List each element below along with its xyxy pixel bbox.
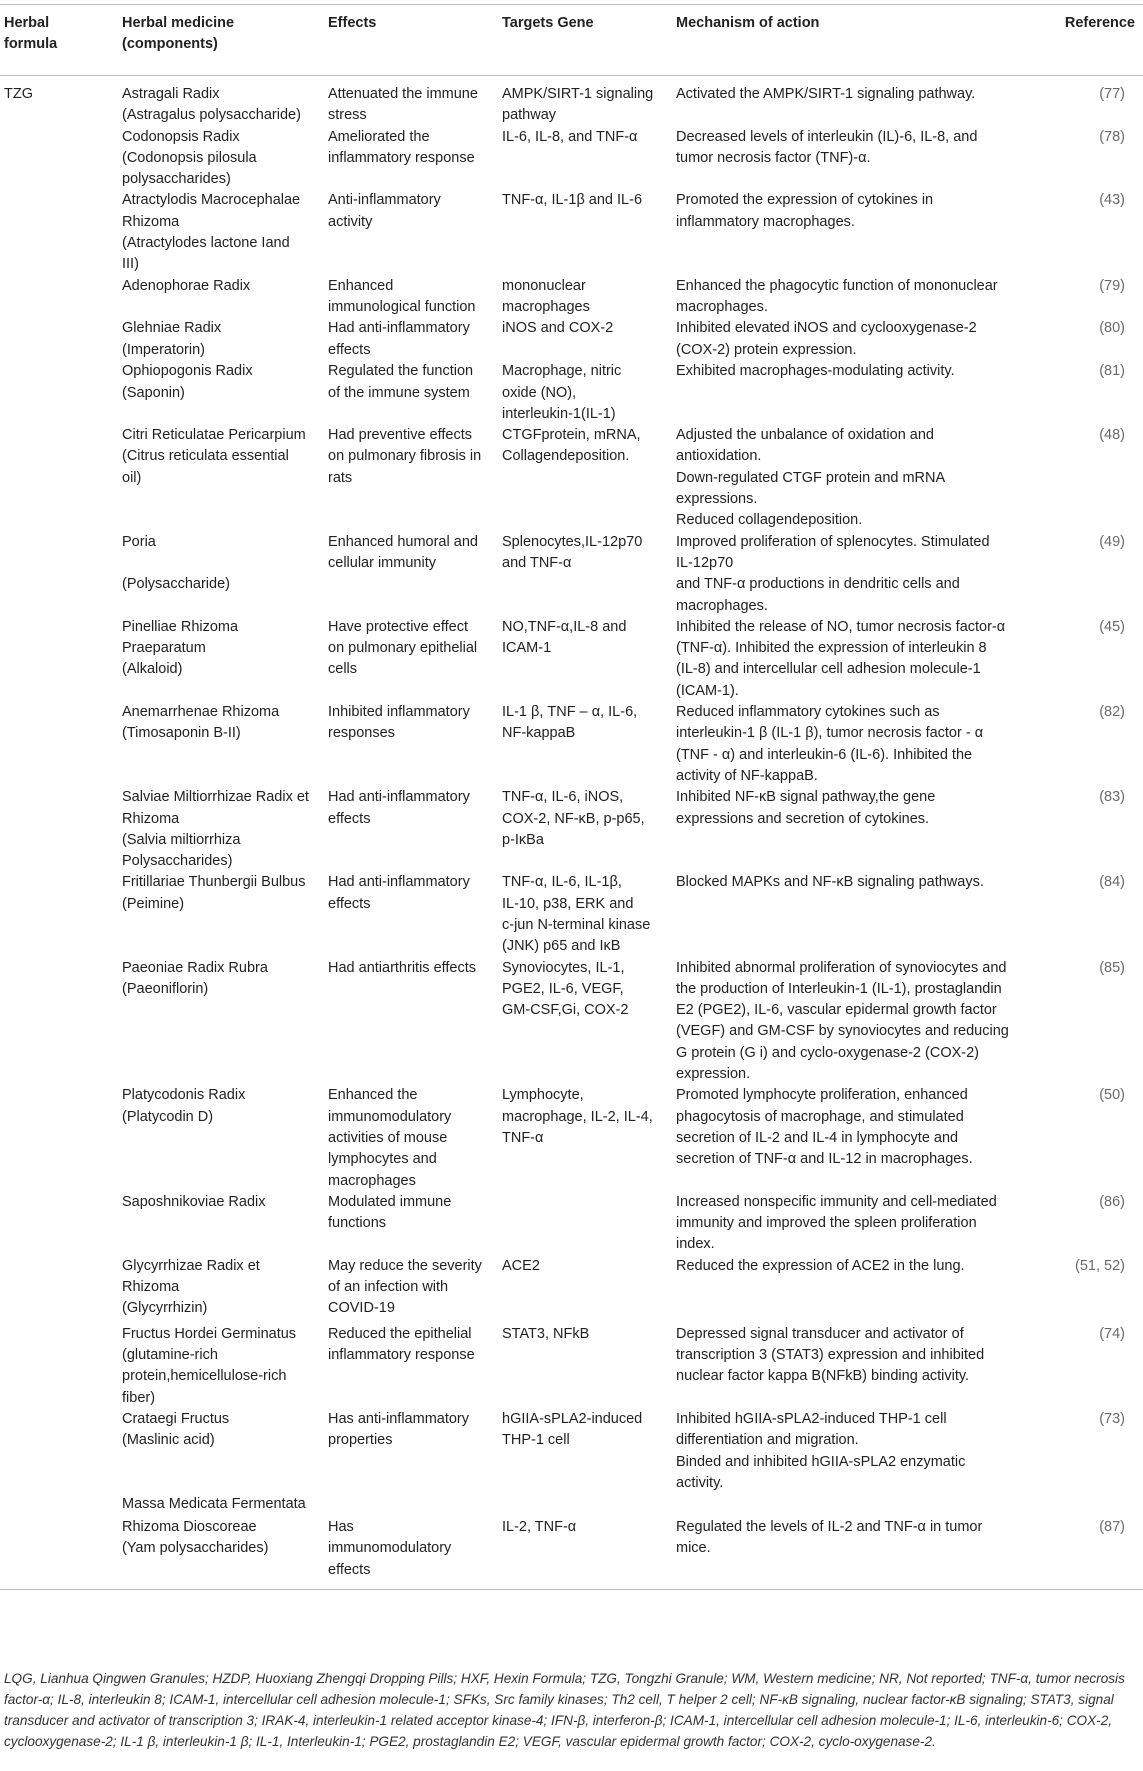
table-row: [0, 318, 1143, 361]
cell-reference[interactable]: (81): [1099, 363, 1125, 380]
table-body: [0, 76, 1143, 1590]
cell-mechanism: Blocked MAPKs and NF-κB signaling pathways.: [676, 874, 984, 891]
cell-mechanism: Inhibited the release of NO, tumor necrosis factor-α (TNF-α). Inhibited the expression of interleukin 8 (IL-8) and intercellular cell adhesion molecule-1 (ICAM-1).: [676, 618, 1006, 699]
table-row: [0, 1517, 1143, 1589]
cell-targets-gene: IL-1 β, TNF – α, IL-6, NF-kappaB: [502, 704, 638, 742]
cell-targets-gene: ACE2: [502, 1257, 540, 1274]
cell-effects: Had preventive effects on pulmonary fibrosis in rats: [328, 427, 482, 486]
cell-herbal-formula: [0, 318, 118, 361]
table-row: [0, 276, 1143, 319]
table-row: [0, 190, 1143, 275]
cell-mechanism: Enhanced the phagocytic function of mononuclear macrophages.: [676, 277, 998, 315]
cell-reference[interactable]: (87): [1042, 1517, 1143, 1589]
cell-herbal-medicine: Fructus Hordei Germinatus (glutamine-rich protein,hemicellulose-rich fiber): [122, 1325, 297, 1406]
cell-herbal-formula: [0, 1085, 118, 1191]
cell-effects: Has immunomodulatory effects: [324, 1517, 498, 1589]
cell-herbal-medicine: Saposhnikoviae Radix: [122, 1193, 266, 1210]
cell-mechanism: Reduced the expression of ACE2 in the lung.: [676, 1257, 965, 1274]
cell-mechanism: Promoted the expression of cytokines in inflammatory macrophages.: [676, 192, 934, 230]
cell-herbal-medicine: Adenophorae Radix: [122, 277, 251, 294]
cell-targets-gene: Synoviocytes, IL-1, PGE2, IL-6, VEGF, GM-CSF,Gi, COX-2: [502, 959, 629, 1019]
cell-herbal-formula: [0, 425, 118, 531]
table-row: [0, 425, 1143, 531]
cell-herbal-formula: [0, 1517, 118, 1589]
cell-herbal-medicine: Pinelliae Rhizoma Praeparatum (Alkaloid): [122, 618, 239, 678]
header-herbal-medicine: Herbal medicine (components): [118, 5, 324, 76]
table-row: [0, 1409, 1143, 1494]
cell-effects: Reduced the epithelial inflammatory response: [328, 1325, 475, 1364]
table-row: [0, 958, 1143, 1086]
cell-targets-gene: TNF-α, IL-6, IL-1β, IL-10, p38, ERK and c-jun N-terminal kinase (JNK) p65 and IκB: [502, 874, 651, 955]
cell-effects: Has anti-inflammatory properties: [328, 1410, 470, 1449]
cell-reference[interactable]: (86): [1099, 1193, 1125, 1210]
cell-reference[interactable]: [1042, 1494, 1143, 1517]
cell-effects: Modulated immune functions: [328, 1193, 452, 1232]
cell-herbal-medicine: Salviae Miltiorrhizae Radix et Rhizoma (Salvia miltiorrhiza Polysaccharides): [122, 789, 309, 870]
cell-mechanism: [672, 1494, 1042, 1517]
cell-herbal-formula: [0, 617, 118, 702]
cell-reference[interactable]: (48): [1099, 427, 1125, 444]
cell-mechanism: Activated the AMPK/SIRT-1 signaling pathway.: [676, 86, 976, 102]
cell-targets-gene: IL-2, TNF-α: [498, 1517, 672, 1589]
cell-targets-gene: Macrophage, nitric oxide (NO), interleukin-1(IL-1): [502, 363, 622, 422]
cell-herbal-formula: [0, 787, 118, 872]
cell-targets-gene: hGIIA-sPLA2-induced THP-1 cell: [502, 1410, 643, 1449]
table-footnote: LQG, Lianhua Qingwen Granules; HZDP, Huoxiang Zhengqi Dropping Pills; HXF, Hexin Formula; TZG, Tongzhi Granule; WM, Western medicine; NR, Not reported; TNF-α, tumor necrosis factor-α; IL-8, interleukin 8; ICAM-1, intercellular cell adhesion molecule-1; SFKs, Src family kinases; Th2 cell, T helper 2 cell; NF-κB signaling, nuclear factor-κB signaling; STAT3, signal transducer and activator of transcription 3; IRAK-4, interleukin-1 related acceptor kinase-4; IFN-β, interferon-β; ICAM-1, intercellular cell adhesion molecule-1; IL-6, interleukin-6; COX-2, cyclooxygenase-2; IL-1 β, interleukin-1 β; IL-1, Interleukin-1; PGE2, prostaglandin E2; VEGF, vascular epidermal growth factor; COX-2, cyclo-oxygenase-2.: [4, 1671, 1125, 1749]
cell-effects: Regulated the function of the immune system: [328, 363, 474, 401]
cell-targets-gene: [498, 1494, 672, 1517]
cell-herbal-formula: [0, 702, 118, 787]
cell-reference[interactable]: (80): [1099, 320, 1125, 337]
table-row: [0, 787, 1143, 872]
cell-effects: Have protective effect on pulmonary epithelial cells: [328, 618, 478, 678]
cell-herbal-formula: [0, 872, 118, 957]
header-herbal-formula: Herbal formula: [0, 5, 118, 76]
table-row: [0, 872, 1143, 957]
table-row: [0, 76, 1143, 127]
table-row: [0, 361, 1143, 425]
cell-herbal-medicine: Rhizoma Dioscoreae (Yam polysaccharides): [118, 1517, 324, 1589]
cell-herbal-medicine: Codonopsis Radix (Codonopsis pilosula polysaccharides): [122, 128, 257, 188]
cell-mechanism: Increased nonspecific immunity and cell-mediated immunity and improved the spleen proliferation index.: [676, 1193, 997, 1253]
cell-mechanism: Adjusted the unbalance of oxidation and antioxidation. Down-regulated CTGF protein and mRNA expressions. Reduced collagendeposition.: [676, 427, 946, 529]
cell-mechanism: Improved proliferation of splenocytes. Stimulated IL-12p70 and TNF-α productions in dendritic cells and macrophages.: [676, 533, 990, 614]
table-row: [0, 1256, 1143, 1324]
cell-reference[interactable]: (50): [1099, 1087, 1125, 1104]
table-row: [0, 1324, 1143, 1409]
cell-herbal-medicine: Paeoniae Radix Rubra (Paeoniflorin): [122, 959, 268, 997]
cell-herbal-formula: [0, 361, 118, 425]
cell-effects: Had anti-inflammatory effects: [328, 874, 470, 912]
cell-herbal-medicine: Astragali Radix (Astragalus polysaccharide): [122, 86, 301, 124]
cell-herbal-formula: [0, 532, 118, 617]
cell-targets-gene: TNF-α, IL-1β and IL-6: [502, 192, 643, 209]
header-mechanism: Mechanism of action: [672, 5, 1042, 76]
herbal-medicine-table: [0, 4, 1143, 1590]
cell-mechanism: Inhibited abnormal proliferation of synoviocytes and the production of Interleukin-1 (IL-1), prostaglandin E2 (PGE2), IL-6, vascular epidermal growth factor (VEGF) and GM-CSF by synoviocytes and reducing G protein (G i) and cyclo-oxygenase-2 (COX-2) expression.: [676, 959, 1009, 1083]
cell-herbal-medicine: Poria (Polysaccharide): [122, 533, 230, 593]
cell-reference[interactable]: (79): [1099, 277, 1125, 294]
table-header: [0, 5, 1143, 76]
table-row: [0, 702, 1143, 787]
cell-targets-gene: Splenocytes,IL-12p70 and TNF-α: [502, 533, 643, 571]
cell-effects: Enhanced immunological function: [328, 277, 476, 315]
cell-effects: May reduce the severity of an infection with COVID-19: [328, 1257, 482, 1317]
cell-effects: Had anti-inflammatory effects: [328, 789, 470, 827]
cell-herbal-formula: [0, 127, 118, 191]
cell-targets-gene: AMPK/SIRT-1 signaling pathway: [502, 86, 654, 124]
cell-reference[interactable]: (51, 52): [1075, 1257, 1125, 1274]
cell-targets-gene: NO,TNF-α,IL-8 and ICAM-1: [502, 618, 627, 657]
cell-reference[interactable]: (43): [1099, 192, 1125, 209]
header-row: [0, 5, 1143, 76]
cell-herbal-formula: [0, 276, 118, 319]
cell-herbal-medicine: Citri Reticulatae Pericarpium (Citrus reticulata essential oil): [122, 427, 306, 486]
cell-effects: Anti-inflammatory activity: [328, 192, 441, 230]
cell-reference[interactable]: (74): [1099, 1325, 1125, 1342]
cell-herbal-formula: [0, 958, 118, 1086]
cell-mechanism: Promoted lymphocyte proliferation, enhanced phagocytosis of macrophage, and stimulated secretion of IL-2 and IL-4 in lymphocyte and secretion of TNF-α and IL-12 in macrophages.: [676, 1087, 973, 1168]
cell-herbal-medicine: Atractylodis Macrocephalae Rhizoma (Atractylodes lactone Iand III): [122, 192, 301, 273]
cell-reference[interactable]: (45): [1099, 618, 1125, 635]
cell-targets-gene: CTGFprotein, mRNA, Collagendeposition.: [502, 427, 641, 465]
cell-herbal-medicine: Glycyrrhizae Radix et Rhizoma (Glycyrrhizin): [122, 1257, 260, 1317]
header-reference: Reference: [1042, 5, 1143, 76]
cell-mechanism: Decreased levels of interleukin (IL)-6, IL-8, and tumor necrosis factor (TNF)-α.: [676, 128, 978, 166]
cell-targets-gene: [498, 1192, 672, 1256]
cell-herbal-formula: [0, 1256, 118, 1324]
cell-reference[interactable]: (84): [1099, 874, 1125, 891]
cell-targets-gene: TNF-α, IL-6, iNOS, COX-2, NF-κB, p-p65, p-IκBa: [502, 789, 645, 848]
cell-effects: Inhibited inflammatory responses: [328, 704, 470, 742]
cell-targets-gene: mononuclear macrophages: [502, 277, 590, 315]
cell-herbal-medicine: Ophiopogonis Radix (Saponin): [122, 363, 253, 401]
cell-mechanism: Reduced inflammatory cytokines such as interleukin-1 β (IL-1 β), tumor necrosis factor - α (TNF - α) and interleukin-6 (IL-6). Inhibited the activity of NF-kappaB.: [676, 704, 984, 784]
table-row: [0, 1085, 1143, 1191]
cell-targets-gene: iNOS and COX-2: [502, 320, 614, 337]
cell-effects: Attenuated the immune stress: [328, 86, 478, 124]
cell-reference[interactable]: (78): [1099, 128, 1125, 145]
cell-reference[interactable]: (85): [1099, 959, 1125, 976]
cell-herbal-medicine: Platycodonis Radix (Platycodin D): [122, 1087, 246, 1125]
table-row: [0, 127, 1143, 191]
cell-reference[interactable]: (49): [1099, 533, 1125, 550]
cell-herbal-medicine: Anemarrhenae Rhizoma (Timosaponin B-II): [122, 704, 280, 742]
table-row: [0, 1494, 1143, 1517]
table-row: [0, 617, 1143, 702]
cell-reference[interactable]: (82): [1099, 704, 1125, 721]
cell-effects: [324, 1494, 498, 1517]
cell-herbal-medicine: Massa Medicata Fermentata: [122, 1496, 306, 1513]
cell-herbal-formula: [0, 1192, 118, 1256]
header-targets-gene: Targets Gene: [498, 5, 672, 76]
table-row: [0, 532, 1143, 617]
cell-effects: Had antiarthritis effects: [328, 959, 477, 976]
cell-herbal-medicine: Fritillariae Thunbergii Bulbus (Peimine): [122, 874, 306, 912]
cell-mechanism: Inhibited hGIIA-sPLA2-induced THP-1 cell differentiation and migration. Binded and inhibited hGIIA-sPLA2 enzymatic activity.: [676, 1410, 966, 1491]
cell-reference[interactable]: (83): [1099, 789, 1125, 806]
cell-mechanism: Inhibited NF-κB signal pathway,the gene expressions and secretion of cytokines.: [676, 789, 936, 827]
cell-targets-gene: Lymphocyte, macrophage, IL-2, IL-4, TNF-α: [502, 1087, 653, 1146]
cell-effects: Ameliorated the inflammatory response: [328, 128, 475, 166]
cell-reference[interactable]: (77): [1099, 86, 1125, 102]
cell-herbal-medicine: Crataegi Fructus (Maslinic acid): [122, 1410, 230, 1449]
cell-herbal-formula: [0, 1324, 118, 1409]
cell-effects: Enhanced the immunomodulatory activities of mouse lymphocytes and macrophages: [328, 1087, 452, 1189]
cell-herbal-formula: TZG: [4, 86, 33, 102]
cell-herbal-formula: [0, 1409, 118, 1494]
cell-targets-gene: STAT3, NFkB: [502, 1325, 590, 1342]
cell-mechanism: Exhibited macrophages-modulating activity.: [676, 363, 955, 380]
cell-herbal-formula: [0, 190, 118, 275]
cell-mechanism: Inhibited elevated iNOS and cyclooxygenase-2 (COX-2) protein expression.: [676, 320, 977, 358]
table-row: [0, 1192, 1143, 1256]
cell-effects: Had anti-inflammatory effects: [328, 320, 470, 358]
cell-mechanism: Regulated the levels of IL-2 and TNF-α in tumor mice.: [672, 1517, 1042, 1589]
cell-targets-gene: IL-6, IL-8, and TNF-α: [502, 128, 638, 145]
cell-herbal-formula: [0, 1494, 118, 1517]
cell-reference[interactable]: (73): [1099, 1410, 1125, 1427]
cell-herbal-medicine: Glehniae Radix (Imperatorin): [122, 320, 222, 358]
header-effects: Effects: [324, 5, 498, 76]
cell-effects: Enhanced humoral and cellular immunity: [328, 533, 478, 571]
cell-mechanism: Depressed signal transducer and activator of transcription 3 (STAT3) expression and inhibited nuclear factor kappa B(NFkB) binding activity.: [676, 1325, 985, 1385]
